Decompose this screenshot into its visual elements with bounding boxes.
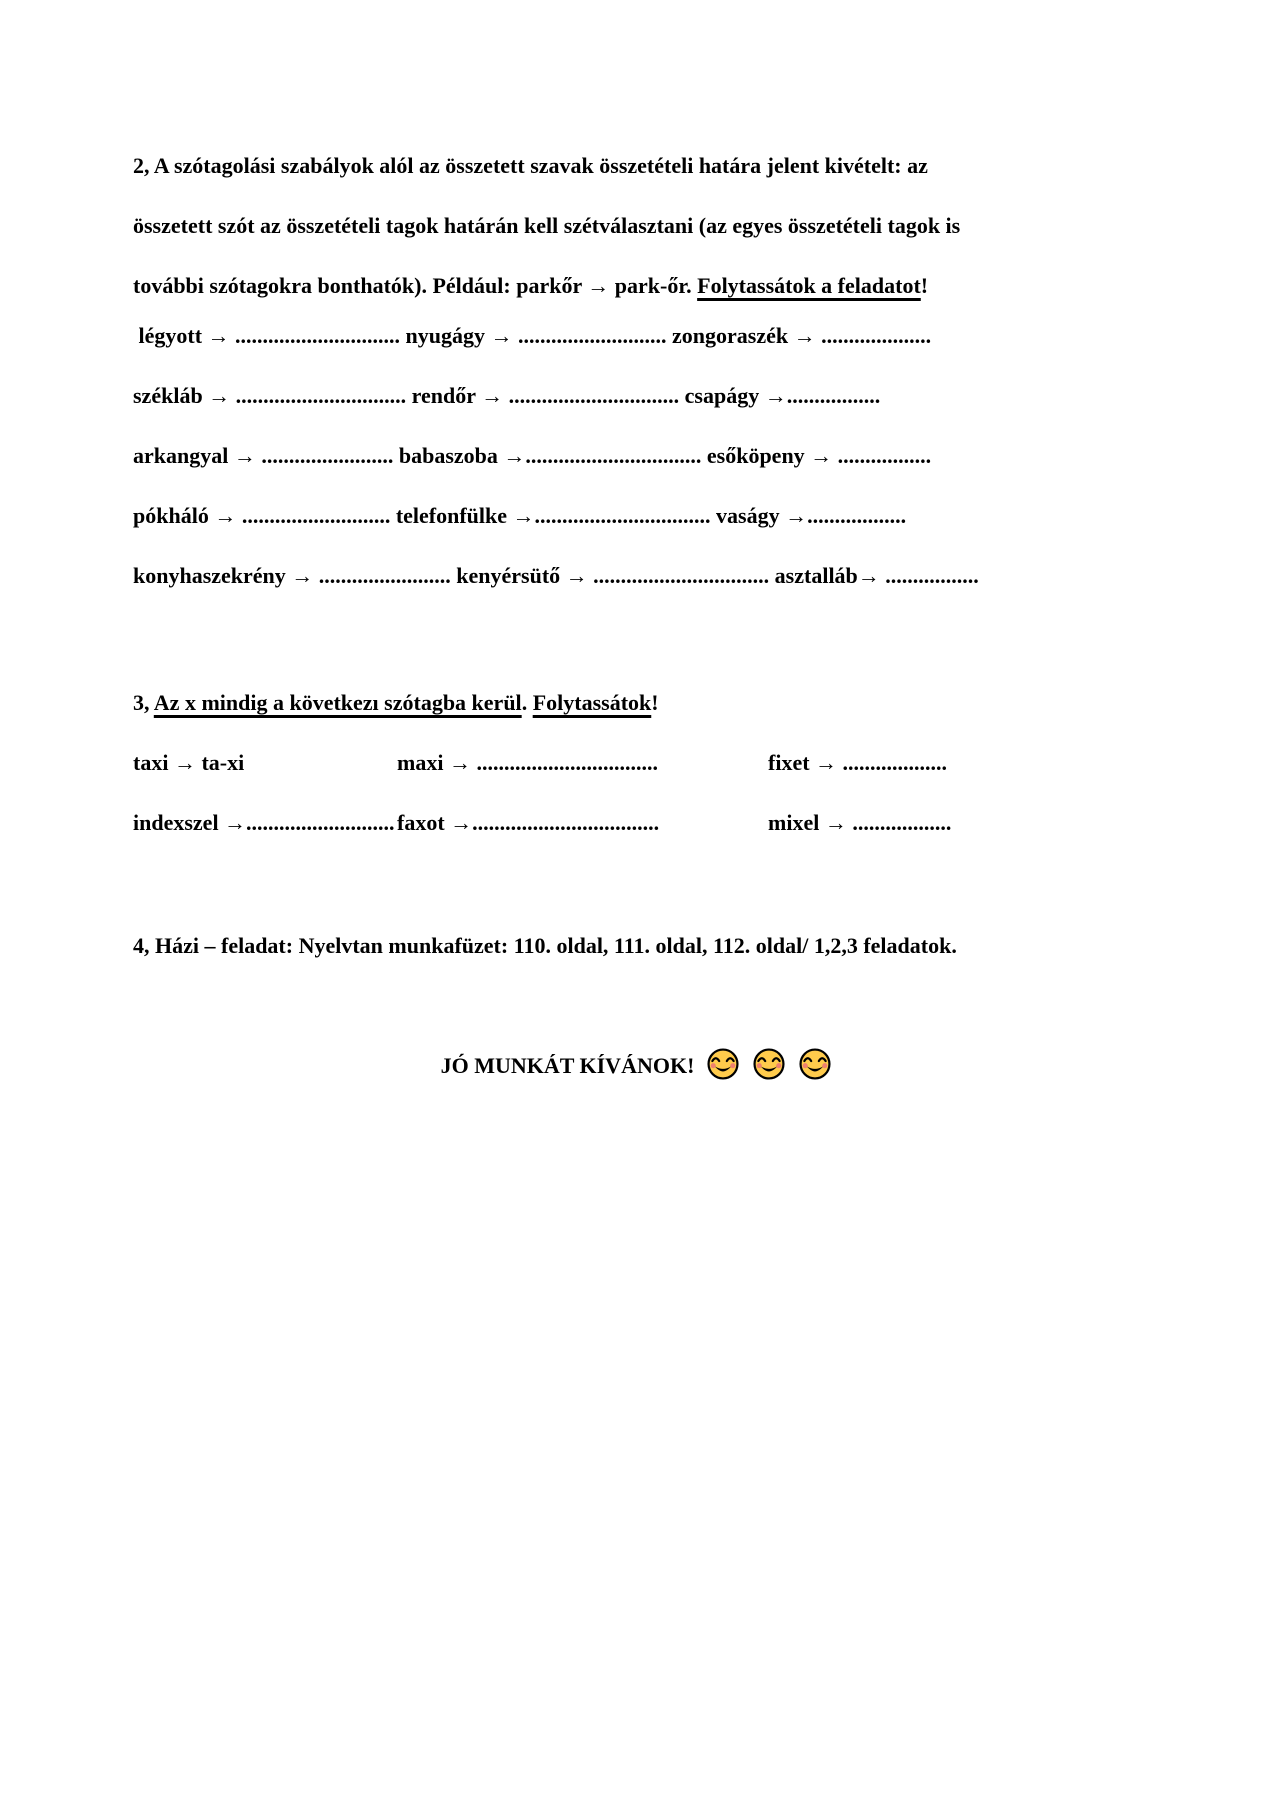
smiling-face-emoji <box>798 1044 832 1078</box>
smiling-face-emoji <box>752 1044 786 1078</box>
task3-cell: maxi → ................................. <box>397 750 658 775</box>
task4-homework-line: 4, Házi – feladat: Nyelvtan munkafüzet: 110. oldal, 111. oldal, 112. oldal/ 1,2,3 feladatok. <box>133 933 957 958</box>
task3-heading <box>133 673 1148 733</box>
fill-line: légyott → .............................. nyugágy → ........................... zongoraszék → .................... <box>133 323 932 348</box>
task2-instruction-suffix: ! <box>920 273 929 298</box>
task2-instruction-underlined: Folytassátok a feladatot <box>697 273 921 298</box>
task3-row <box>133 793 1148 853</box>
task2-line-3-text: további szótagokra bonthatók). Például: parkőr → park-őr. <box>133 273 698 298</box>
task2-paragraph <box>133 136 1148 316</box>
closing-line <box>133 1036 1140 1096</box>
worksheet-content <box>133 136 1148 1096</box>
task3-cell: taxi → ta-xi <box>133 750 245 775</box>
task2-fill-lines <box>133 306 1148 606</box>
fill-line: arkangyal → ........................ babaszoba →................................ esőköpeny → ................. <box>133 443 932 468</box>
task3-cell: fixet → ................... <box>768 750 948 775</box>
closing-text: JÓ MUNKÁT KÍVÁNOK! <box>440 1053 695 1078</box>
task3-cell: faxot →.................................. <box>397 810 660 835</box>
task3-separator: . <box>521 690 533 715</box>
fill-line: pókháló → ........................... telefonfülke →................................ vaságy →.................. <box>133 503 907 528</box>
task3-cell: indexszel →........................... <box>133 810 395 835</box>
task3-number: 3, <box>133 690 154 715</box>
task2-line-2: összetett szót az összetételi tagok határán kell szétválasztani (az egyes összetételi tagok is <box>133 213 961 238</box>
task3-rule-underlined: Az x mindig a következı szótagba kerül <box>153 690 522 715</box>
task3-suffix: ! <box>651 690 659 715</box>
smiling-face-emoji <box>706 1044 740 1078</box>
fill-line: konyhaszekrény → ........................ kenyérsütő → ................................ asztalláb→ ................. <box>133 563 979 588</box>
task2-line-1: 2, A szótagolási szabályok alól az összetett szavak összetételi határa jelent kivételt: az <box>133 153 928 178</box>
fill-line: székláb → ............................... rendőr → ............................... csapágy →................. <box>133 383 881 408</box>
task3-cta-underlined: Folytassátok <box>532 690 652 715</box>
task3-row <box>133 733 1148 793</box>
task3-cell: mixel → .................. <box>768 810 952 835</box>
